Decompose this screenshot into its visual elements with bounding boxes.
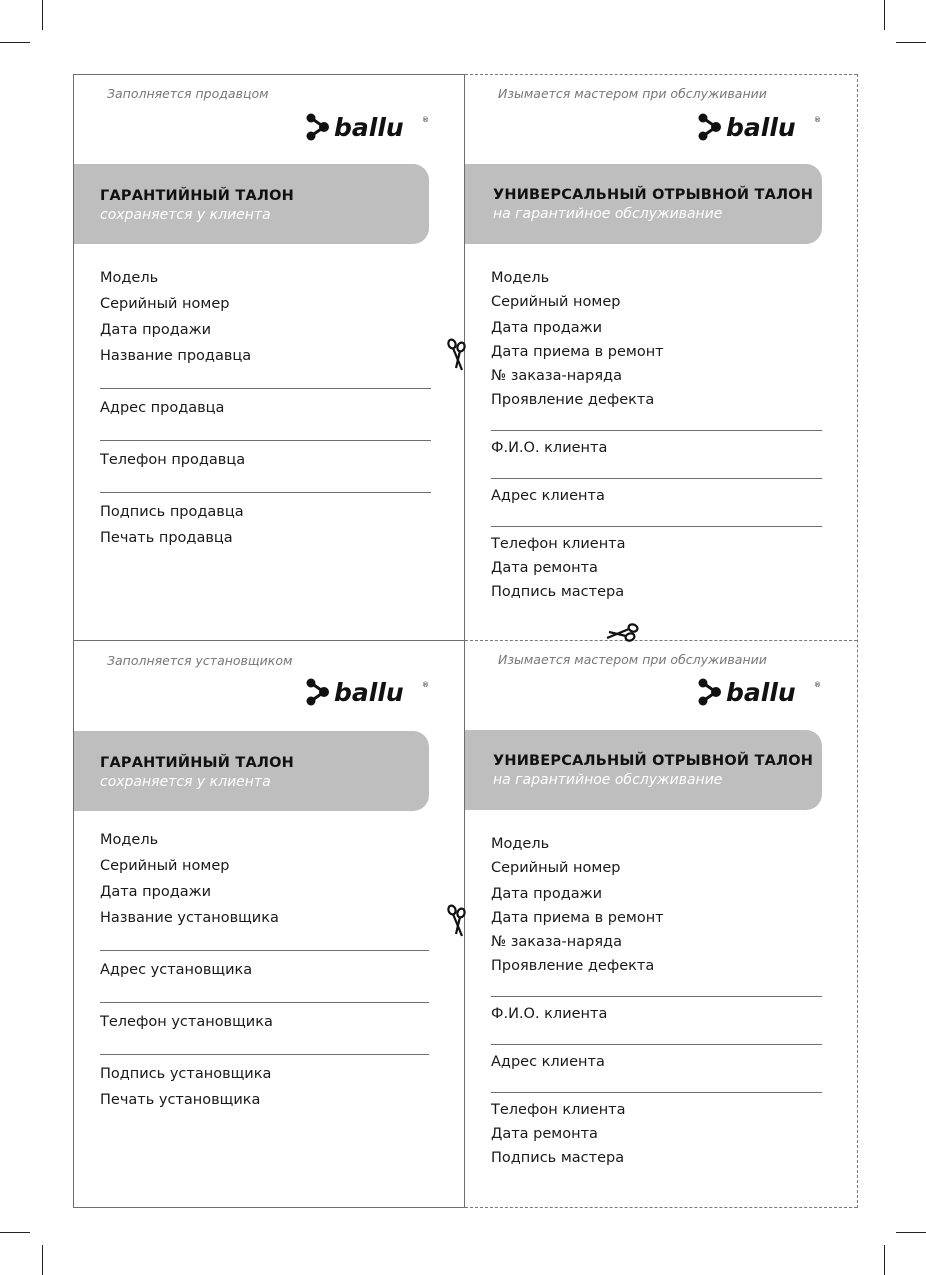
field-label: Ф.И.О. клиента <box>491 440 608 456</box>
field-rule <box>100 492 431 493</box>
crop-mark <box>42 1245 43 1275</box>
banner-title: УНИВЕРСАЛЬНЫЙ ОТРЫВНОЙ ТАЛОН <box>493 187 814 203</box>
field-label: Проявление дефекта <box>491 958 655 974</box>
svg-text:ballu: ballu <box>726 678 796 707</box>
field-label: Адрес продавца <box>100 400 225 416</box>
coupon-note: Изымается мастером при обслуживании <box>498 86 767 101</box>
scissors-icon <box>446 338 468 372</box>
ballu-logo <box>696 112 820 142</box>
field-label: Адрес клиента <box>491 488 605 504</box>
coupon-note: Изымается мастером при обслуживании <box>498 652 767 667</box>
field-label: Дата приема в ремонт <box>491 910 664 926</box>
field-label: № заказа-наряда <box>491 934 622 950</box>
field-label: № заказа-наряда <box>491 368 622 384</box>
banner-title: ГАРАНТИЙНЫЙ ТАЛОН <box>100 755 294 771</box>
scissors-icon <box>605 622 639 644</box>
cut-line-middle <box>465 640 857 641</box>
coupon-banner <box>465 164 822 244</box>
field-label: Дата приема в ремонт <box>491 344 664 360</box>
cut-line-top <box>465 74 857 75</box>
field-label: Название установщика <box>100 910 279 926</box>
banner-subtitle: сохраняется у клиента <box>100 774 271 790</box>
field-label: Серийный номер <box>491 860 621 876</box>
coupon-note: Заполняется продавцом <box>107 86 269 101</box>
banner-subtitle: на гарантийное обслуживание <box>493 772 723 788</box>
svg-text:®: ® <box>422 116 429 124</box>
field-label: Модель <box>100 832 159 848</box>
field-label: Печать установщика <box>100 1092 261 1108</box>
field-label: Ф.И.О. клиента <box>491 1006 608 1022</box>
field-label: Модель <box>100 270 159 286</box>
field-rule <box>491 1092 822 1093</box>
ballu-logo <box>304 112 428 142</box>
crop-mark <box>884 0 885 30</box>
coupon-banner <box>74 164 429 244</box>
field-label: Серийный номер <box>100 858 230 874</box>
frame-top-left <box>73 74 465 75</box>
field-label: Телефон клиента <box>491 536 626 552</box>
svg-text:ballu: ballu <box>334 678 404 707</box>
ballu-logo <box>696 677 820 707</box>
field-label: Подпись продавца <box>100 504 244 520</box>
field-rule <box>491 478 822 479</box>
crop-mark <box>884 1245 885 1275</box>
banner-subtitle: на гарантийное обслуживание <box>493 206 723 222</box>
frame-center <box>464 74 465 1208</box>
coupon-banner <box>74 731 429 811</box>
field-label: Серийный номер <box>100 296 230 312</box>
field-rule <box>491 430 822 431</box>
field-label: Серийный номер <box>491 294 621 310</box>
crop-mark <box>0 42 30 43</box>
field-label: Адрес установщика <box>100 962 253 978</box>
field-rule <box>100 1002 429 1003</box>
field-label: Проявление дефекта <box>491 392 655 408</box>
field-label: Название продавца <box>100 348 252 364</box>
cut-line-bottom <box>465 1207 857 1208</box>
field-rule <box>100 388 431 389</box>
field-rule <box>100 950 429 951</box>
svg-text:ballu: ballu <box>726 113 796 142</box>
field-rule <box>100 440 431 441</box>
banner-subtitle: сохраняется у клиента <box>100 207 271 223</box>
field-label: Телефон клиента <box>491 1102 626 1118</box>
svg-text:®: ® <box>422 681 429 689</box>
field-label: Дата продажи <box>100 322 212 338</box>
field-rule <box>491 996 822 997</box>
svg-text:®: ® <box>814 681 821 689</box>
field-label: Дата продажи <box>100 884 212 900</box>
svg-text:ballu: ballu <box>334 113 404 142</box>
field-label: Модель <box>491 836 550 852</box>
field-label: Дата продажи <box>491 320 603 336</box>
field-label: Дата ремонта <box>491 1126 598 1142</box>
scissors-icon <box>446 904 468 938</box>
field-label: Печать продавца <box>100 530 233 546</box>
field-label: Адрес клиента <box>491 1054 605 1070</box>
field-label: Дата продажи <box>491 886 603 902</box>
field-label: Телефон продавца <box>100 452 246 468</box>
crop-mark <box>896 42 926 43</box>
field-label: Телефон установщика <box>100 1014 273 1030</box>
banner-title: ГАРАНТИЙНЫЙ ТАЛОН <box>100 188 294 204</box>
frame-middle-left <box>73 640 465 641</box>
field-label: Подпись установщика <box>100 1066 272 1082</box>
field-label: Дата ремонта <box>491 560 598 576</box>
frame-left <box>73 74 74 1208</box>
crop-mark <box>0 1232 30 1233</box>
ballu-logo <box>304 677 428 707</box>
field-label: Подпись мастера <box>491 1150 625 1166</box>
field-rule <box>491 1044 822 1045</box>
field-rule <box>491 526 822 527</box>
field-rule <box>100 1054 429 1055</box>
crop-mark <box>896 1232 926 1233</box>
field-label: Модель <box>491 270 550 286</box>
crop-mark <box>42 0 43 30</box>
frame-bottom-left <box>73 1207 465 1208</box>
coupon-banner <box>465 730 822 810</box>
cut-line-right <box>857 74 858 1208</box>
coupon-note: Заполняется установщиком <box>107 653 293 668</box>
svg-text:®: ® <box>814 116 821 124</box>
field-label: Подпись мастера <box>491 584 625 600</box>
banner-title: УНИВЕРСАЛЬНЫЙ ОТРЫВНОЙ ТАЛОН <box>493 753 814 769</box>
